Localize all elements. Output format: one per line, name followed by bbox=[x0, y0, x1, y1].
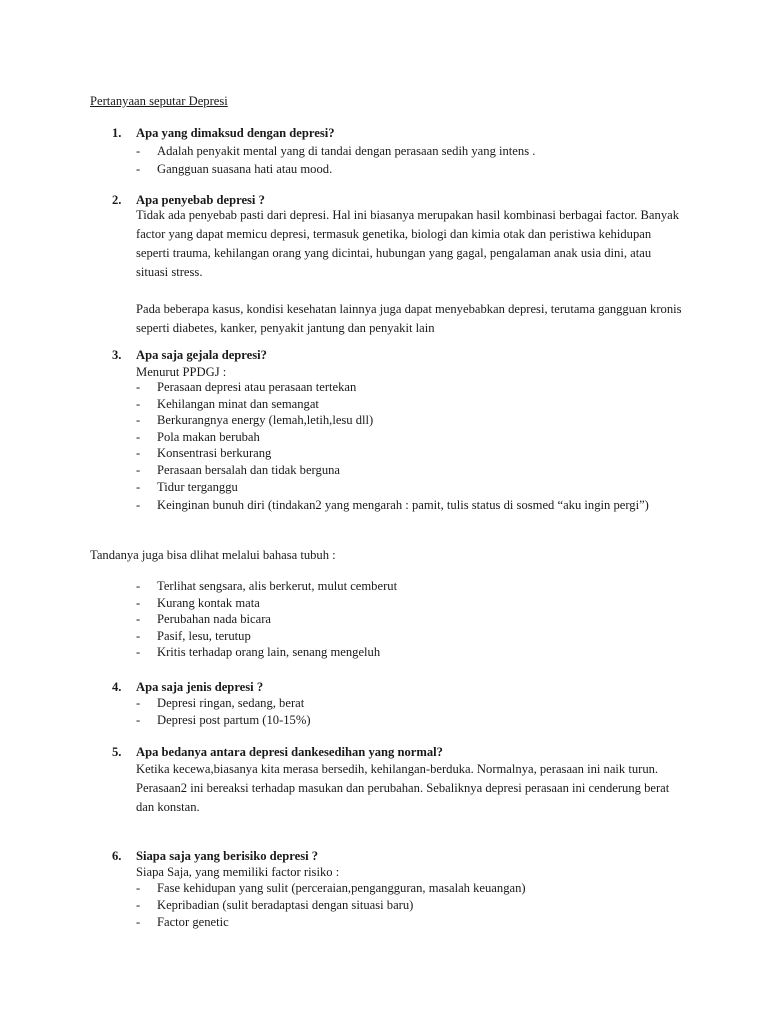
answer-body bbox=[136, 206, 684, 338]
list-item: - Pasif, lesu, terutup bbox=[136, 628, 666, 645]
list-item: - Factor genetic bbox=[136, 914, 666, 931]
list-item: - Kepribadian (sulit beradaptasi dengan situasi baru) bbox=[136, 897, 666, 914]
section-number: 2. bbox=[112, 193, 122, 207]
question-heading: Apa saja jenis depresi ? bbox=[136, 680, 264, 694]
section-number: 5. bbox=[112, 745, 122, 759]
document-title: Pertanyaan seputar Depresi bbox=[90, 94, 228, 108]
symptom-list bbox=[136, 379, 666, 515]
question-heading: Apa saja gejala depresi? bbox=[136, 348, 267, 362]
paragraph: Pada beberapa kasus, kondisi kesehatan lainnya juga dapat menyebabkan depresi, terutama gangguan kronis seperti diabetes, kanker, penyakit jantung dan penyakit lain bbox=[136, 302, 682, 335]
paragraph: Tidak ada penyebab pasti dari depresi. Hal ini biasanya merupakan hasil kombinasi berbagai factor. Banyak factor yang dapat memicu depresi, termasuk genetika, biologi dan kimia otak dan peristiwa kehidupan seperti trauma, kehilangan orang yang dicintai, hubungan yang gagal, pengalaman anak usia dini, atau situasi stress. bbox=[136, 208, 680, 279]
body-language-list bbox=[136, 578, 666, 661]
type-list bbox=[136, 695, 666, 729]
section-number: 3. bbox=[112, 348, 122, 362]
body-language-intro: Tandanya juga bisa dlihat melalui bahasa tubuh : bbox=[90, 548, 336, 562]
list-item: - Pola makan berubah bbox=[136, 429, 666, 446]
list-item: - Adalah penyakit mental yang di tandai dengan perasaan sedih yang intens . bbox=[136, 142, 666, 160]
list-item: - Konsentrasi berkurang bbox=[136, 445, 666, 462]
list-item: - Depresi post partum (10-15%) bbox=[136, 712, 666, 729]
list-item: - Fase kehidupan yang sulit (perceraian,pengangguran, masalah keuangan) bbox=[136, 880, 666, 897]
list-item: - Perubahan nada bicara bbox=[136, 611, 666, 628]
paragraph: Ketika kecewa,biasanya kita merasa bersedih, kehilangan-berduka. Normalnya, perasaan ini naik turun. Perasaan2 ini bereaksi terhadap masukan dan perubahan. Sebaliknya depresi perasaan ini cenderung berat dan konstan. bbox=[136, 762, 670, 814]
list-item: - Terlihat sengsara, alis berkerut, mulut cemberut bbox=[136, 578, 666, 595]
section-number: 1. bbox=[112, 126, 122, 140]
section-number: 4. bbox=[112, 680, 122, 694]
list-item: - Perasaan bersalah dan tidak berguna bbox=[136, 462, 666, 479]
list-item: - Tidur terganggu bbox=[136, 479, 666, 496]
answer-body bbox=[136, 760, 676, 817]
answer-list bbox=[136, 142, 666, 178]
list-item: - Kehilangan minat dan semangat bbox=[136, 396, 666, 413]
list-item: - Perasaan depresi atau perasaan tertekan bbox=[136, 379, 666, 396]
symptom-intro: Menurut PPDGJ : bbox=[136, 365, 227, 379]
question-heading: Apa bedanya antara depresi dankesedihan yang normal? bbox=[136, 745, 443, 759]
question-heading: Siapa saja yang berisiko depresi ? bbox=[136, 849, 319, 863]
list-item: - Kurang kontak mata bbox=[136, 595, 666, 612]
risk-list bbox=[136, 880, 666, 931]
question-heading: Apa yang dimaksud dengan depresi? bbox=[136, 126, 335, 140]
section-number: 6. bbox=[112, 849, 122, 863]
list-item: - Depresi ringan, sedang, berat bbox=[136, 695, 666, 712]
list-item: - Keinginan bunuh diri (tindakan2 yang mengarah : pamit, tulis status di sosmed “aku ingin pergi”) bbox=[136, 495, 666, 515]
risk-intro: Siapa Saja, yang memiliki factor risiko : bbox=[136, 865, 340, 879]
list-item: - Kritis terhadap orang lain, senang mengeluh bbox=[136, 644, 666, 661]
question-heading: Apa penyebab depresi ? bbox=[136, 193, 265, 207]
list-item: - Berkurangnya energy (lemah,letih,lesu dll) bbox=[136, 412, 666, 429]
list-item: - Gangguan suasana hati atau mood. bbox=[136, 160, 666, 178]
